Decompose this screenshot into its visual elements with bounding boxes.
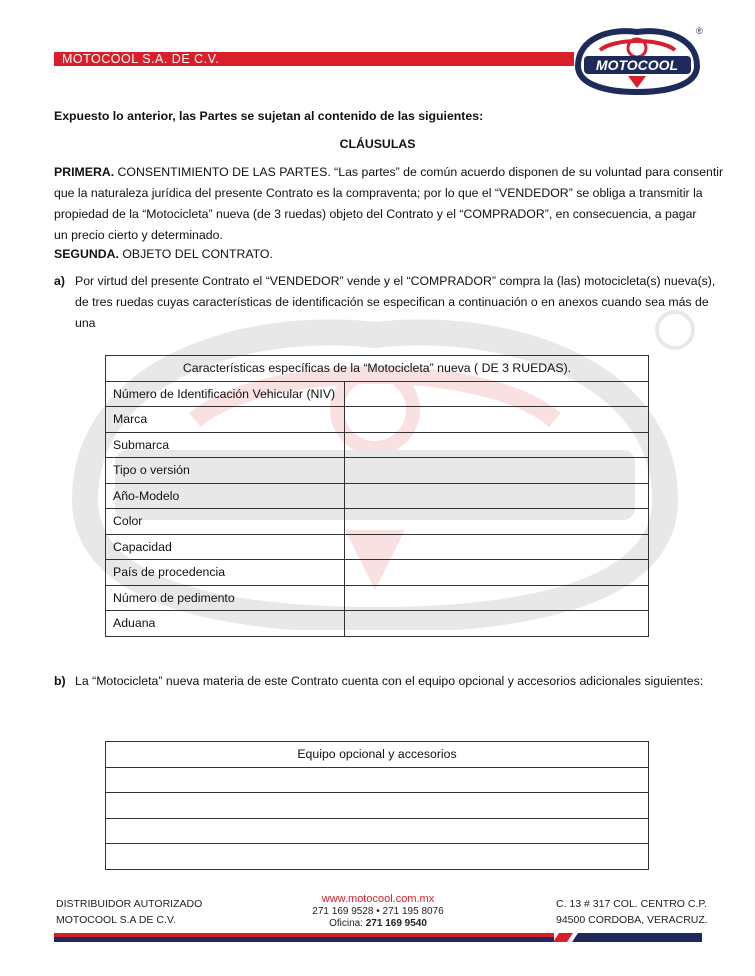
table-cell-empty: [345, 381, 649, 407]
inciso-b-text: La “Motocicleta” nueva materia de este Contrato cuenta con el equipo opcional y accesorios adicionales siguientes:: [75, 674, 704, 688]
accessories-header: Equipo opcional y accesorios: [106, 742, 649, 768]
intro-text: Expuesto lo anterior, las Partes se sujetan al contenido de las siguientes:: [54, 109, 484, 123]
table-cell-empty: [345, 509, 649, 535]
logo-text: MOTOCOOL: [595, 57, 679, 73]
clausulas-title: CLÁUSULAS: [339, 137, 416, 151]
segunda-clause: SEGUNDA. OBJETO DEL CONTRATO.: [54, 247, 273, 261]
table-row: Número de Identificación Vehicular (NIV): [106, 381, 649, 407]
company-name: MOTOCOOL S.A. DE C.V.: [62, 52, 220, 66]
inciso-a-label: a): [54, 274, 65, 288]
footer-distributor: DISTRIBUIDOR AUTORIZADO MOTOCOOL S.A DE C.V.: [56, 898, 203, 926]
vehicle-specs-table: [105, 355, 649, 637]
inciso-a-line-3: una: [75, 316, 96, 330]
segunda-label: SEGUNDA.: [54, 247, 119, 261]
table-cell-empty: [106, 793, 649, 819]
primera-line-3: propiedad de la “Motocicleta” nueva (de 3 ruedas) objeto del Contrato y el “COMPRADOR”, en consecuencia, a pagar: [54, 207, 697, 221]
table-row: Tipo o versión: [106, 458, 649, 484]
table-cell-empty: [345, 483, 649, 509]
footer-address: C. 13 # 317 COL. CENTRO C.P. 94500 CORDOBA, VERACRUZ.: [556, 898, 708, 926]
table-row: Marca: [106, 407, 649, 433]
table-row: [106, 767, 649, 793]
registered-mark: ®: [696, 26, 703, 36]
footer-phones: 271 169 9528 • 271 195 8076: [312, 905, 444, 917]
table-row: [106, 818, 649, 844]
table-cell-empty: [345, 407, 649, 433]
inciso-a-line-2: de tres ruedas cuyas características de identificación se especifican a continuación o en anexos cuando sea más de: [75, 295, 709, 309]
table-cell-empty: [345, 534, 649, 560]
table-row: [106, 844, 649, 870]
inciso-b-label: b): [54, 674, 66, 688]
table-row: Aduana: [106, 611, 649, 637]
table-cell-empty: [345, 560, 649, 586]
table-cell-empty: [106, 818, 649, 844]
table-row: Submarca: [106, 432, 649, 458]
motocool-logo: [570, 20, 705, 95]
accessories-table: [105, 741, 649, 870]
footer-website[interactable]: www.motocool.com.mx: [321, 893, 435, 905]
inciso-a-line-1: Por virtud del presente Contrato el “VENDEDOR” vende y el “COMPRADOR” compra la (las) motocicleta(s) nueva(s),: [75, 274, 716, 288]
footer-office: Oficina: 271 169 9540: [329, 918, 427, 929]
table-row: Capacidad: [106, 534, 649, 560]
vehicle-specs-header: Características específicas de la “Motocicleta” nueva ( DE 3 RUEDAS).: [106, 356, 649, 382]
table-row: Color: [106, 509, 649, 535]
table-row: Año-Modelo: [106, 483, 649, 509]
table-cell-empty: [106, 767, 649, 793]
primera-label: PRIMERA.: [54, 165, 115, 179]
table-cell-empty: [106, 844, 649, 870]
footer-stripe: [54, 933, 702, 942]
table-cell-empty: [345, 611, 649, 637]
table-cell-empty: [345, 458, 649, 484]
table-row: País de procedencia: [106, 560, 649, 586]
table-row: Número de pedimento: [106, 585, 649, 611]
primera-line-4: un precio cierto y determinado.: [54, 228, 223, 242]
primera-line-1: PRIMERA. CONSENTIMIENTO DE LAS PARTES. “Las partes” de común acuerdo disponen de su voluntad para consentir: [54, 165, 724, 179]
primera-line-2: que la naturaleza jurídica del presente Contrato es la compraventa; por lo que el “VENDEDOR” se obliga a transmitir la: [54, 186, 703, 200]
table-row: [106, 793, 649, 819]
header-bar: [54, 52, 574, 66]
footer-contact: [303, 893, 453, 931]
table-cell-empty: [345, 585, 649, 611]
table-cell-empty: [345, 432, 649, 458]
